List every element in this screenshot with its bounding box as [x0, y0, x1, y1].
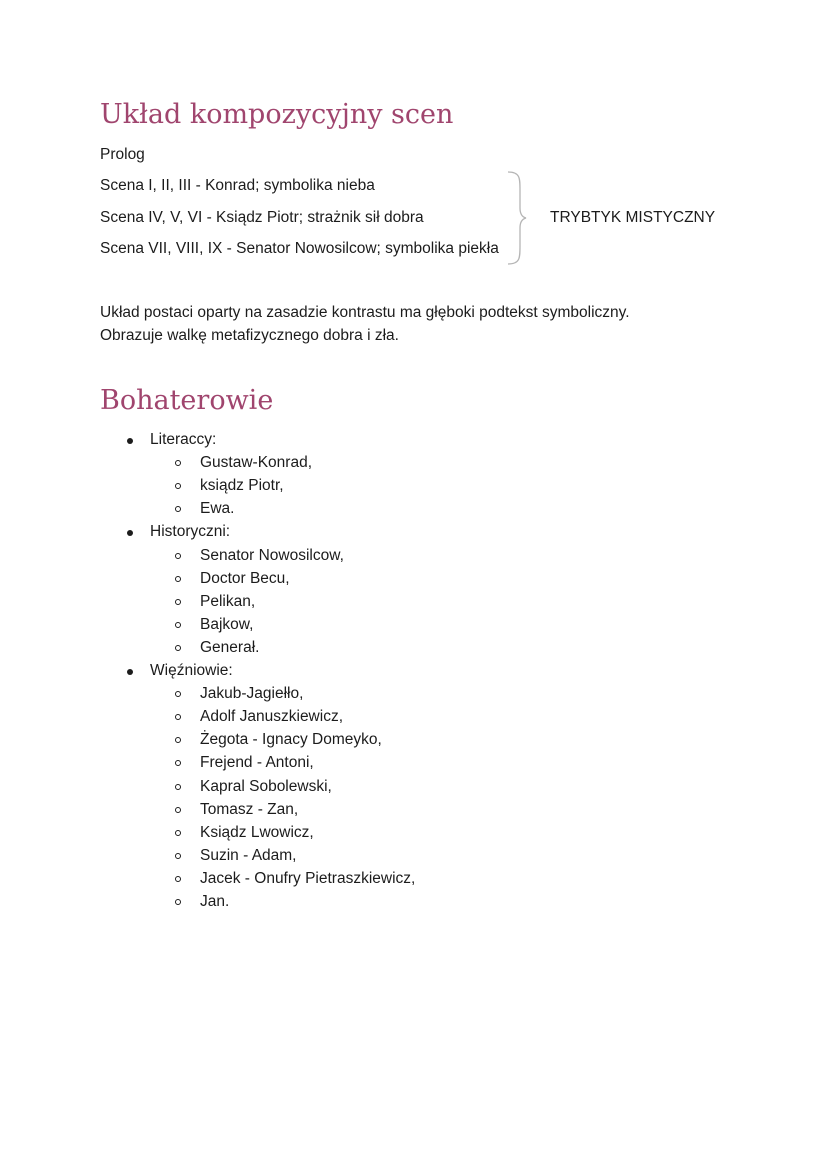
character-item: Suzin - Adam,: [200, 846, 297, 864]
scene-line-prolog: Prolog: [100, 146, 145, 163]
character-item: Ksiądz Lwowicz,: [200, 823, 314, 841]
bullet-circle-icon: [175, 691, 181, 697]
character-item: ksiądz Piotr,: [200, 477, 284, 495]
character-item: Jan.: [200, 893, 230, 910]
bullet-circle-icon: [175, 737, 181, 743]
scene-line-3: Scena VII, VIII, IX - Senator Nowosilcow; symbolika piekła: [100, 240, 499, 257]
character-item: Generał.: [200, 638, 260, 656]
section-title-composition: Układ kompozycyjny scen: [100, 99, 454, 130]
bullet-circle-icon: [175, 714, 181, 720]
bullet-circle-icon: [175, 460, 181, 466]
triptych-label: TRYBTYK MISTYCZNY: [550, 209, 716, 226]
bullet-circle-icon: [175, 599, 181, 605]
paragraph-line-1: Układ postaci oparty na zasadzie kontrastu ma głęboki podtekst symboliczny.: [100, 304, 630, 321]
bullet-circle-icon: [175, 483, 181, 489]
character-item: Kapral Sobolewski,: [200, 777, 332, 795]
bullet-circle-icon: [175, 853, 181, 859]
scene-line-2: Scena IV, V, VI - Ksiądz Piotr; strażnik sił dobra: [100, 209, 424, 226]
bullet-circle-icon: [175, 622, 181, 628]
character-item: Frejend - Antoni,: [200, 754, 314, 772]
composition-paragraph: [100, 301, 630, 347]
section-title-characters: Bohaterowie: [100, 385, 274, 416]
character-item: Bajkow,: [200, 615, 254, 633]
bullet-circle-icon: [175, 784, 181, 790]
character-item: Gustaw-Konrad,: [200, 454, 312, 472]
paragraph-line-2: Obrazuje walkę metafizycznego dobra i zła.: [100, 327, 399, 344]
bullet-circle-icon: [175, 506, 181, 512]
curly-brace-icon: [500, 170, 530, 266]
character-item: Ewa.: [200, 500, 235, 518]
bullet-circle-icon: [175, 553, 181, 559]
character-item: Doctor Becu,: [200, 569, 290, 587]
character-item: Senator Nowosilcow,: [200, 546, 344, 564]
bullet-disc-icon: [127, 530, 133, 536]
bullet-circle-icon: [175, 876, 181, 882]
character-group-label: Historyczni:: [150, 523, 231, 541]
character-group-label: Więźniowie:: [150, 662, 233, 679]
character-item: Tomasz - Zan,: [200, 800, 299, 818]
character-item: Jakub-Jagiełło,: [200, 685, 304, 703]
bullet-circle-icon: [175, 576, 181, 582]
bullet-circle-icon: [175, 899, 181, 905]
bullet-disc-icon: [127, 438, 133, 444]
character-item: Adolf Januszkiewicz,: [200, 708, 344, 726]
bullet-circle-icon: [175, 807, 181, 813]
character-item: Jacek - Onufry Pietraszkiewicz,: [200, 869, 416, 887]
scene-line-1: Scena I, II, III - Konrad; symbolika nieba: [100, 177, 375, 194]
bullet-circle-icon: [175, 830, 181, 836]
character-group-label: Literaccy:: [150, 431, 217, 448]
bullet-circle-icon: [175, 760, 181, 766]
character-item: Pelikan,: [200, 592, 256, 610]
bullet-circle-icon: [175, 645, 181, 651]
character-item: Żegota - Ignacy Domeyko,: [200, 731, 382, 749]
bullet-disc-icon: [127, 669, 133, 675]
